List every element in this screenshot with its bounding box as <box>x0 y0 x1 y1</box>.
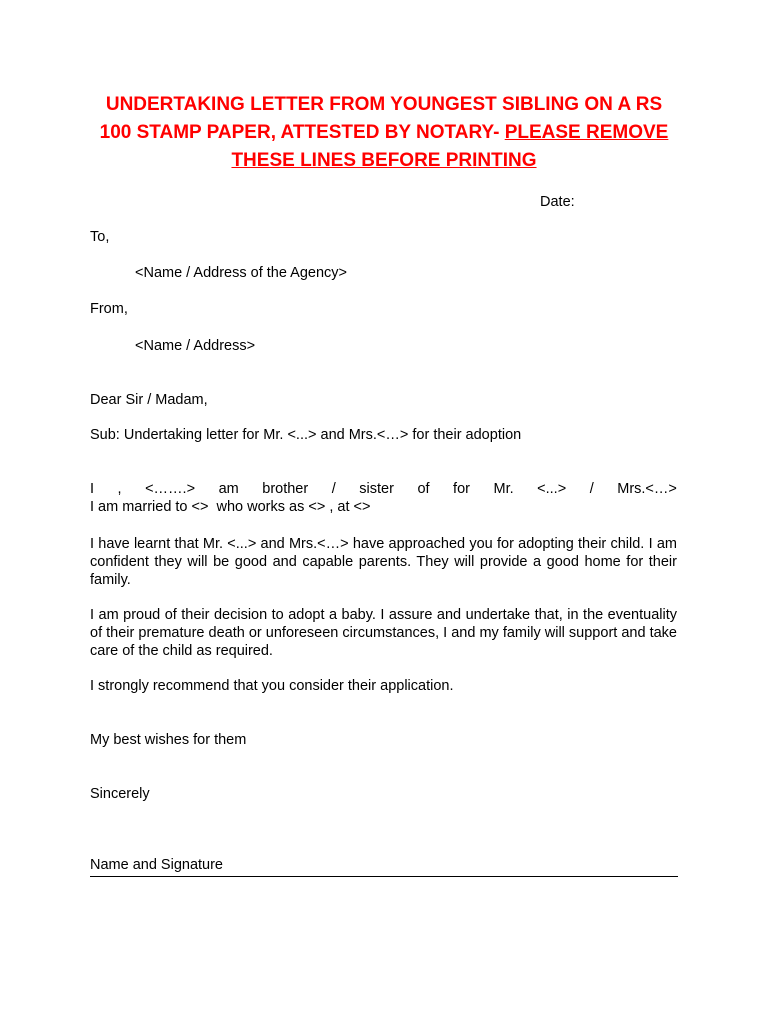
from-address: <Name / Address> <box>135 338 256 354</box>
intro-word: Mrs.<…> <box>617 481 677 497</box>
intro-word: for <box>453 481 470 497</box>
intro-line-2: I am married to <> who works as <> , at <> <box>90 499 371 515</box>
recommendation-line: I strongly recommend that you consider their application. <box>90 678 454 694</box>
title-remove-note: PLEASE REMOVE THESE LINES BEFORE PRINTING <box>231 122 669 171</box>
title-main: UNDERTAKING LETTER FROM YOUNGEST SIBLING ON A RS 100 STAMP PAPER, ATTESTED BY NOTARY- <box>99 94 663 143</box>
signature-line <box>90 876 678 877</box>
wishes-line: My best wishes for them <box>90 732 247 748</box>
intro-word: I <box>90 481 95 497</box>
signature-label: Name and Signature <box>90 857 223 873</box>
closing-line: Sincerely <box>90 786 150 802</box>
paragraph-undertaking: I am proud of their decision to adopt a baby. I assure and undertake that, in the eventuality of their premature death or unforeseen circumstances, I and my family will support and take care of the child as required. <box>90 607 677 659</box>
intro-word: <…….> <box>145 481 196 497</box>
document-title <box>90 91 678 175</box>
to-label: To, <box>90 229 110 245</box>
intro-word: Mr. <box>493 481 514 497</box>
from-label: From, <box>90 301 128 317</box>
intro-word: sister <box>359 481 394 497</box>
intro-word: / <box>331 481 336 497</box>
to-address: <Name / Address of the Agency> <box>135 265 347 281</box>
intro-word: am <box>218 481 239 497</box>
intro-word: <...> <box>537 481 567 497</box>
date-label: Date: <box>540 194 575 210</box>
subject-line: Sub: Undertaking letter for Mr. <...> and Mrs.<…> for their adoption <box>90 427 522 443</box>
intro-line-1 <box>90 481 677 497</box>
intro-word: of <box>417 481 430 497</box>
intro-word: / <box>589 481 594 497</box>
intro-word: , <box>117 481 122 497</box>
intro-word: brother <box>262 481 309 497</box>
salutation: Dear Sir / Madam, <box>90 392 208 408</box>
paragraph-approached: I have learnt that Mr. <...> and Mrs.<…> have approached you for adopting their child. I am confident they will be good and capable parents. They will provide a good home for their family. <box>90 536 677 588</box>
